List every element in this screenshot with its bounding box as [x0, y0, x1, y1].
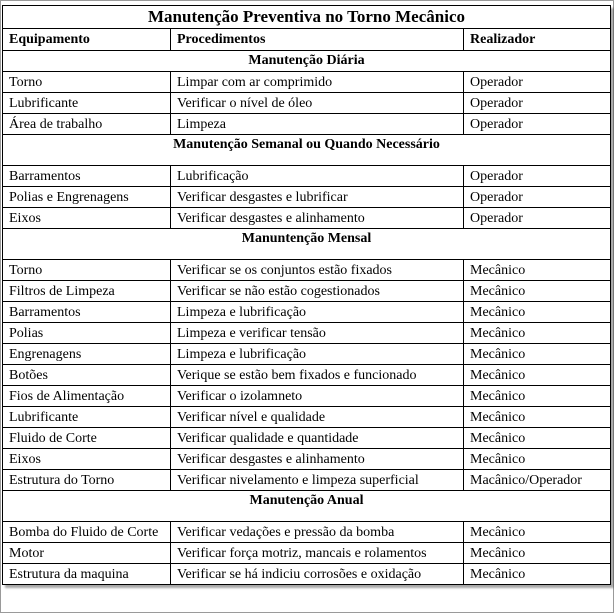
- cell-realizador: Mecânico: [464, 428, 611, 449]
- table-row: [3, 470, 611, 491]
- header-row: [3, 29, 611, 51]
- header-procedimentos: Procedimentos: [171, 29, 464, 51]
- table-row: [3, 365, 611, 386]
- cell-equipamento: Fios de Alimentação: [3, 386, 171, 407]
- cell-equipamento: Motor: [3, 543, 171, 564]
- section-semanal: [3, 135, 611, 229]
- cell-procedimento: Verificar desgastes e alinhamento: [171, 208, 464, 229]
- cell-realizador: Mecânico: [464, 365, 611, 386]
- cell-procedimento: Lubrificação: [171, 166, 464, 187]
- cell-procedimento: Verique se estão bem fixados e funcionado: [171, 365, 464, 386]
- cell-realizador: Mecânico: [464, 323, 611, 344]
- maintenance-table: [2, 5, 611, 585]
- cell-realizador: Mecânico: [464, 407, 611, 428]
- cell-realizador: Mecânico: [464, 386, 611, 407]
- section-header-row: [3, 51, 611, 72]
- cell-procedimento: Limpeza e lubrificação: [171, 344, 464, 365]
- cell-equipamento: Lubrificante: [3, 407, 171, 428]
- cell-equipamento: Lubrificante: [3, 93, 171, 114]
- title-row: [3, 6, 611, 29]
- table-row: [3, 208, 611, 229]
- cell-procedimento: Limpar com ar comprimido: [171, 72, 464, 93]
- cell-equipamento: Torno: [3, 260, 171, 281]
- cell-equipamento: Barramentos: [3, 302, 171, 323]
- section-title: Manutenção Anual: [3, 491, 611, 522]
- cell-equipamento: Botões: [3, 365, 171, 386]
- cell-procedimento: Limpeza e verificar tensão: [171, 323, 464, 344]
- cell-realizador: Mecânico: [464, 260, 611, 281]
- cell-procedimento: Verificar nivelamento e limpeza superficial: [171, 470, 464, 491]
- cell-procedimento: Verificar se não estão cogestionados: [171, 281, 464, 302]
- section-mensal: [3, 229, 611, 491]
- cell-equipamento: Engrenagens: [3, 344, 171, 365]
- cell-realizador: Mecânico: [464, 522, 611, 543]
- table-row: [3, 428, 611, 449]
- table-row: [3, 302, 611, 323]
- cell-realizador: Operador: [464, 208, 611, 229]
- cell-procedimento: Limpeza: [171, 114, 464, 135]
- cell-realizador: Operador: [464, 93, 611, 114]
- table-row: [3, 407, 611, 428]
- cell-equipamento: Filtros de Limpeza: [3, 281, 171, 302]
- cell-procedimento: Verificar desgastes e lubrificar: [171, 187, 464, 208]
- cell-procedimento: Verificar vedações e pressão da bomba: [171, 522, 464, 543]
- cell-equipamento: Fluido de Corte: [3, 428, 171, 449]
- header-realizador: Realizador: [464, 29, 611, 51]
- table-row: [3, 93, 611, 114]
- table-row: [3, 187, 611, 208]
- cell-equipamento: Estrutura da maquina: [3, 564, 171, 585]
- cell-realizador: Mecânico: [464, 543, 611, 564]
- cell-procedimento: Verificar o izolamneto: [171, 386, 464, 407]
- cell-realizador: Mecânico: [464, 344, 611, 365]
- cell-equipamento: Área de trabalho: [3, 114, 171, 135]
- cell-realizador: Mecânico: [464, 281, 611, 302]
- cell-realizador: Operador: [464, 72, 611, 93]
- table-row: [3, 281, 611, 302]
- cell-realizador: Mecânico: [464, 564, 611, 585]
- cell-procedimento: Verificar desgastes e alinhamento: [171, 449, 464, 470]
- table-row: [3, 449, 611, 470]
- table-row: [3, 344, 611, 365]
- section-diaria: [3, 51, 611, 135]
- section-header-row: [3, 135, 611, 166]
- cell-realizador: Mecânico: [464, 302, 611, 323]
- cell-procedimento: Limpeza e lubrificação: [171, 302, 464, 323]
- cell-equipamento: Eixos: [3, 208, 171, 229]
- cell-procedimento: Verificar nível e qualidade: [171, 407, 464, 428]
- cell-realizador: Operador: [464, 187, 611, 208]
- section-header-row: [3, 491, 611, 522]
- table-row: [3, 323, 611, 344]
- table-row: [3, 386, 611, 407]
- section-title: Manutenção Diária: [3, 51, 611, 72]
- cell-equipamento: Barramentos: [3, 166, 171, 187]
- header-equipamento: Equipamento: [3, 29, 171, 51]
- cell-procedimento: Verificar qualidade e quantidade: [171, 428, 464, 449]
- table-row: [3, 543, 611, 564]
- cell-realizador: Operador: [464, 114, 611, 135]
- cell-equipamento: Polias: [3, 323, 171, 344]
- table-title: Manutenção Preventiva no Torno Mecânico: [3, 6, 611, 29]
- table-row: [3, 114, 611, 135]
- section-title: Manutenção Semanal ou Quando Necessário: [3, 135, 611, 166]
- section-header-row: [3, 229, 611, 260]
- cell-equipamento: Estrutura do Torno: [3, 470, 171, 491]
- table-row: [3, 522, 611, 543]
- cell-procedimento: Verificar se os conjuntos estão fixados: [171, 260, 464, 281]
- cell-realizador: Mecânico: [464, 449, 611, 470]
- table-row: [3, 260, 611, 281]
- cell-equipamento: Eixos: [3, 449, 171, 470]
- cell-realizador: Macânico/Operador: [464, 470, 611, 491]
- cell-procedimento: Verificar o nível de óleo: [171, 93, 464, 114]
- cell-realizador: Operador: [464, 166, 611, 187]
- table-row: [3, 166, 611, 187]
- cell-procedimento: Verificar força motriz, mancais e rolamentos: [171, 543, 464, 564]
- cell-procedimento: Verificar se há indiciu corrosões e oxidação: [171, 564, 464, 585]
- table-row: [3, 72, 611, 93]
- cell-equipamento: Torno: [3, 72, 171, 93]
- cell-equipamento: Polias e Engrenagens: [3, 187, 171, 208]
- section-title: Manuntenção Mensal: [3, 229, 611, 260]
- section-anual: [3, 491, 611, 585]
- table-row: [3, 564, 611, 585]
- cell-equipamento: Bomba do Fluido de Corte: [3, 522, 171, 543]
